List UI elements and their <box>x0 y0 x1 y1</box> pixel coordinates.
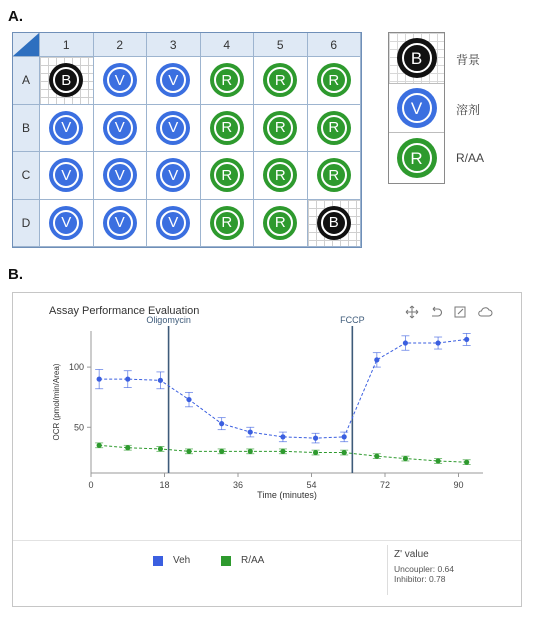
row-header[interactable]: C <box>13 152 40 200</box>
plate-corner <box>13 33 40 57</box>
data-point <box>97 443 102 448</box>
corner-triangle-icon <box>13 33 39 56</box>
data-point <box>125 445 130 450</box>
well-r[interactable] <box>317 111 351 145</box>
x-tick-label: 0 <box>88 480 94 490</box>
column-header[interactable]: 3 <box>147 33 201 57</box>
well-cell[interactable] <box>201 152 255 200</box>
well-letter: V <box>160 162 186 188</box>
legend-well-r <box>397 138 437 178</box>
well-r[interactable] <box>210 111 244 145</box>
well-v[interactable] <box>156 63 190 97</box>
well-plate <box>12 32 362 248</box>
legend-well-letter: R <box>402 143 432 173</box>
well-cell[interactable] <box>147 152 201 200</box>
well-cell[interactable] <box>94 200 148 248</box>
well-letter: V <box>107 115 133 141</box>
data-point <box>435 458 440 463</box>
injection-label: FCCP <box>340 315 365 325</box>
well-cell[interactable] <box>201 105 255 153</box>
well-legend-box <box>388 32 445 184</box>
row-header[interactable]: D <box>13 200 40 248</box>
well-legend-label: 溶剂 <box>456 103 481 117</box>
well-v[interactable] <box>156 158 190 192</box>
legend-well-letter: B <box>402 43 432 73</box>
section-a-label: A. <box>8 8 23 25</box>
well-v[interactable] <box>156 206 190 240</box>
data-point <box>186 397 191 402</box>
data-point <box>158 378 163 383</box>
injection-label: Oligomycin <box>146 315 191 325</box>
well-r[interactable] <box>210 206 244 240</box>
column-header[interactable]: 1 <box>40 33 94 57</box>
data-point <box>342 434 347 439</box>
row-header[interactable]: A <box>13 57 40 105</box>
well-r[interactable] <box>317 158 351 192</box>
well-r[interactable] <box>263 63 297 97</box>
legend-slot <box>389 33 444 83</box>
legend-slot <box>389 83 444 133</box>
well-cell[interactable] <box>40 57 94 105</box>
column-header[interactable]: 2 <box>94 33 148 57</box>
x-tick-label: 90 <box>453 480 464 490</box>
data-point <box>248 449 253 454</box>
legend-well-letter: V <box>402 93 432 123</box>
well-cell[interactable] <box>201 57 255 105</box>
row-header[interactable]: B <box>13 105 40 153</box>
data-point <box>186 449 191 454</box>
column-header[interactable]: 6 <box>308 33 362 57</box>
well-letter: R <box>214 67 240 93</box>
well-b[interactable] <box>317 206 351 240</box>
zprime-inhibitor: Inhibitor: 0.78 <box>394 574 446 584</box>
well-r[interactable] <box>263 206 297 240</box>
well-cell[interactable] <box>254 57 308 105</box>
well-legend-label: R/AA <box>456 151 485 165</box>
well-v[interactable] <box>156 111 190 145</box>
well-v[interactable] <box>103 63 137 97</box>
data-point <box>464 337 469 342</box>
zprime-title: Z' value <box>394 549 429 560</box>
well-cell[interactable] <box>201 200 255 248</box>
data-point <box>248 429 253 434</box>
x-axis-label: Time (minutes) <box>257 490 317 500</box>
well-cell[interactable] <box>147 57 201 105</box>
plate-grid <box>13 33 361 247</box>
well-letter: R <box>267 67 293 93</box>
y-axis-label: OCR (pmol/min/Area) <box>52 363 61 441</box>
data-point <box>219 421 224 426</box>
well-letter: V <box>107 210 133 236</box>
well-cell[interactable] <box>254 152 308 200</box>
column-header[interactable]: 4 <box>201 33 255 57</box>
x-tick-label: 18 <box>159 480 170 490</box>
well-r[interactable] <box>210 63 244 97</box>
data-point <box>403 340 408 345</box>
well-letter: R <box>321 162 347 188</box>
well-letter: V <box>160 210 186 236</box>
well-letter: V <box>160 67 186 93</box>
ocr-line-chart <box>13 313 523 553</box>
well-r[interactable] <box>263 158 297 192</box>
well-cell[interactable] <box>147 105 201 153</box>
data-point <box>435 340 440 345</box>
well-cell[interactable] <box>40 105 94 153</box>
legend-item-raa[interactable] <box>221 555 264 566</box>
well-cell[interactable] <box>94 105 148 153</box>
well-cell[interactable] <box>308 105 362 153</box>
well-legend-label: 背景 <box>456 53 481 67</box>
series-line <box>99 339 467 438</box>
well-letter: V <box>53 210 79 236</box>
legend-divider <box>13 540 521 541</box>
well-v[interactable] <box>103 111 137 145</box>
x-tick-label: 72 <box>379 480 391 490</box>
section-b-label: B. <box>8 266 23 283</box>
legend-item-veh[interactable] <box>153 555 190 566</box>
well-cell[interactable] <box>254 105 308 153</box>
well-cell[interactable] <box>254 200 308 248</box>
data-point <box>313 436 318 441</box>
well-cell[interactable] <box>147 200 201 248</box>
legend-slot <box>389 133 444 183</box>
well-cell[interactable] <box>40 152 94 200</box>
data-point <box>125 377 130 382</box>
well-cell[interactable] <box>308 57 362 105</box>
legend-swatch <box>153 556 163 566</box>
data-point <box>158 446 163 451</box>
well-letter: V <box>53 162 79 188</box>
well-r[interactable] <box>317 63 351 97</box>
well-letter: R <box>321 67 347 93</box>
data-point <box>219 449 224 454</box>
column-header[interactable]: 5 <box>254 33 308 57</box>
well-letter: B <box>321 210 347 236</box>
well-cell[interactable] <box>308 200 362 248</box>
well-letter: R <box>214 210 240 236</box>
x-tick-label: 54 <box>306 480 317 490</box>
data-point <box>313 450 318 455</box>
data-point <box>374 454 379 459</box>
data-point <box>342 450 347 455</box>
data-point <box>97 377 102 382</box>
well-v[interactable] <box>103 158 137 192</box>
legend-label: Veh <box>173 555 191 566</box>
well-b[interactable] <box>49 63 83 97</box>
well-letter: V <box>107 162 133 188</box>
legend-label: R/AA <box>241 555 265 566</box>
assay-chart-panel <box>12 292 522 607</box>
well-letter: V <box>160 115 186 141</box>
well-r[interactable] <box>263 111 297 145</box>
legend-swatch <box>221 556 231 566</box>
well-v[interactable] <box>49 111 83 145</box>
well-letter: R <box>321 115 347 141</box>
data-point <box>374 357 379 362</box>
zprime-uncoupler: Uncoupler: 0.64 <box>394 564 455 574</box>
well-letter: R <box>214 115 240 141</box>
zprime-box <box>387 545 497 595</box>
data-point <box>280 449 285 454</box>
well-v[interactable] <box>49 158 83 192</box>
well-v[interactable] <box>49 206 83 240</box>
well-letter: V <box>107 67 133 93</box>
well-letter: V <box>53 115 79 141</box>
data-point <box>403 456 408 461</box>
well-letter: R <box>267 115 293 141</box>
well-r[interactable] <box>210 158 244 192</box>
legend-well-b <box>397 38 437 78</box>
legend-well-v <box>397 88 437 128</box>
well-letter: R <box>267 162 293 188</box>
y-tick-label: 100 <box>68 362 84 373</box>
well-cell[interactable] <box>308 152 362 200</box>
y-tick-label: 50 <box>73 422 84 433</box>
well-letter: R <box>267 210 293 236</box>
x-tick-label: 36 <box>232 480 244 490</box>
well-letter: R <box>214 162 240 188</box>
well-cell[interactable] <box>94 152 148 200</box>
well-letter: B <box>53 67 79 93</box>
data-point <box>464 460 469 465</box>
well-cell[interactable] <box>40 200 94 248</box>
well-cell[interactable] <box>94 57 148 105</box>
data-point <box>280 434 285 439</box>
panel-title: Assay Performance Evaluation <box>49 305 200 317</box>
well-v[interactable] <box>103 206 137 240</box>
